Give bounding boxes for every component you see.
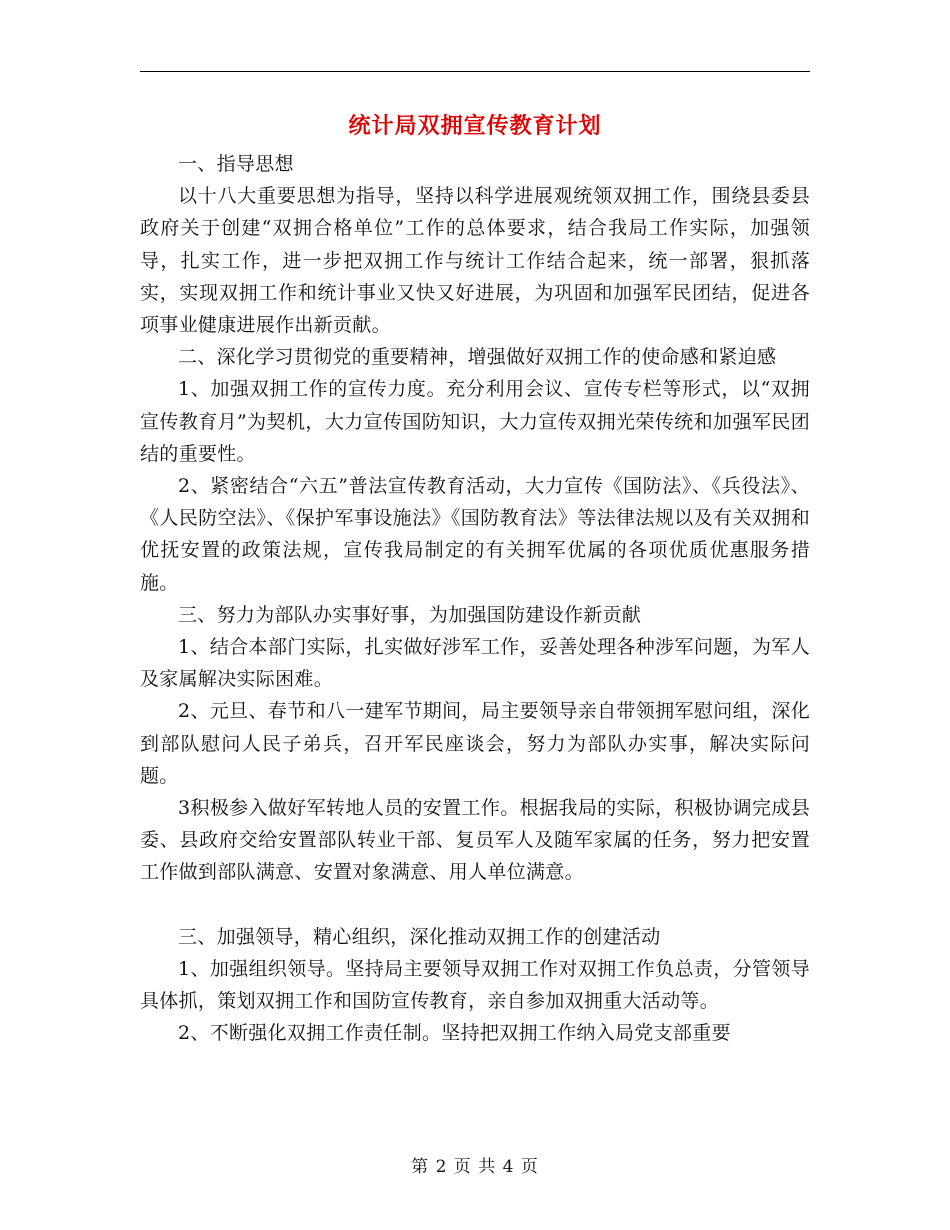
blank-line [140, 889, 810, 921]
paragraph: 1、加强组织领导。坚持局主要领导双拥工作对双拥工作负总责，分管领导具体抓，策划双拥工作和国防宣传教育，亲自参加双拥重大活动等。 [140, 957, 810, 1013]
heading-section-3b: 三、加强领导，精心组织，深化推动双拥工作的创建活动 [178, 925, 661, 948]
paragraph: 以十八大重要思想为指导，坚持以科学进展观统领双拥工作，围绕县委县政府关于创建“双拥合格单位”工作的总体要求，结合我局工作实际，加强领导，扎实工作，进一步把双拥工作与统计工作结合起来，统一部署，狠抓落实，实现双拥工作和统计事业又快又好进展，为巩固和加强军民团结，促进各项事业健康进展作出新贡献。 [140, 185, 810, 337]
paragraph: 2、不断强化双拥工作责任制。坚持把双拥工作纳入局党支部重要 [178, 1022, 731, 1045]
heading-section-3: 三、努力为部队办实事好事，为加强国防建设作新贡献 [178, 603, 642, 626]
document-title: 统计局双拥宣传教育计划 [348, 113, 602, 139]
paragraph: 2、紧密结合“六五”普法宣传教育活动，大力宣传《国防法》、《兵役法》、《人民防空法》、《保护军事设施法》《国防教育法》等法律法规以及有关双拥和优抚安置的政策法规，宣传我局制定的有关拥军优属的各项优质优惠服务措施。 [140, 475, 810, 594]
heading-guiding-ideology: 一、指导思想 [178, 153, 294, 175]
paragraph: 2、元旦、春节和八一建军节期间，局主要领导亲自带领拥军慰问组，深化到部队慰问人民子弟兵，召开军民座谈会，努力为部队办实事，解决实际问题。 [140, 700, 810, 787]
document-body [140, 148, 810, 1049]
header-rule [140, 71, 810, 72]
paragraph: 1、加强双拥工作的宣传力度。充分利用会议、宣传专栏等形式，以“双拥宣传教育月”为契机，大力宣传国防知识，大力宣传双拥光荣传统和加强军民团结的重要性。 [140, 378, 810, 465]
paragraph: 3积极参入做好军转地人员的安置工作。根据我局的实际，积极协调完成县委、县政府交给安置部队转业干部、复员军人及随军家属的任务，努力把安置工作做到部队满意、安置对象满意、用人单位满意。 [140, 797, 810, 884]
paragraph: 1、结合本部门实际，扎实做好涉军工作，妥善处理各种涉军问题，为军人及家属解决实际困难。 [140, 636, 810, 691]
heading-section-2: 二、深化学习贯彻党的重要精神，增强做好双拥工作的使命感和紧迫感 [178, 346, 777, 369]
page-number-footer: 第 2 页 共 4 页 [411, 1157, 539, 1177]
